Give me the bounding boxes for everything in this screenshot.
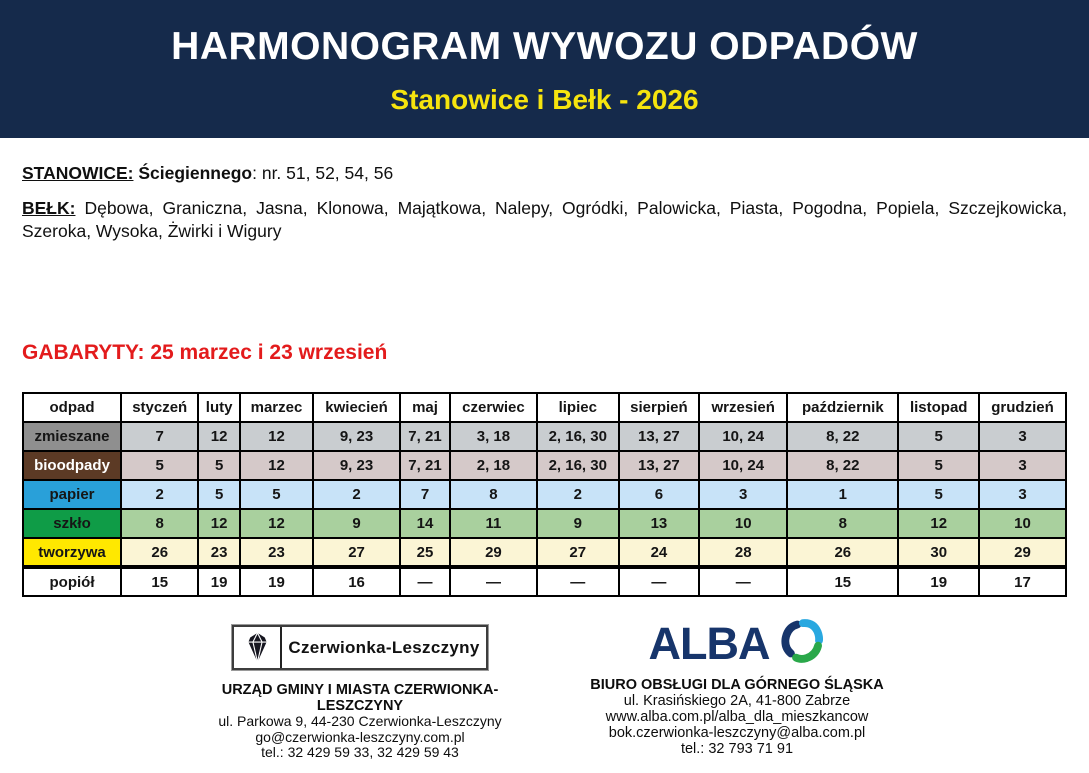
page-subtitle: Stanowice i Bełk - 2026 <box>390 84 699 115</box>
schedule-cell: 7 <box>400 480 450 509</box>
schedule-cell: — <box>450 567 537 596</box>
schedule-cell: 19 <box>240 567 313 596</box>
schedule-cell: 2 <box>121 480 198 509</box>
schedule-table-body <box>23 422 1066 596</box>
alba-office-name: BIURO OBSŁUGI DLA GÓRNEGO ŚLĄSKA <box>590 677 884 693</box>
column-header-month: czerwiec <box>450 393 537 422</box>
alba-logo-text: ALBA <box>648 618 770 669</box>
stanowice-address-line <box>22 163 1067 184</box>
schedule-cell: 6 <box>619 480 700 509</box>
schedule-cell: 2 <box>313 480 400 509</box>
header-row <box>23 393 1066 422</box>
column-header-odpad: odpad <box>23 393 121 422</box>
schedule-cell: 29 <box>979 538 1066 567</box>
gmina-address: ul. Parkowa 9, 44-230 Czerwionka-Leszczyny <box>218 713 502 729</box>
gmina-logo-text: Czerwionka-Leszczyny <box>288 637 480 657</box>
schedule-cell: 17 <box>979 567 1066 596</box>
schedule-cell: 9 <box>313 509 400 538</box>
alba-contact-lines <box>570 677 904 757</box>
belk-label: BEŁK: <box>22 198 76 218</box>
page-title: HARMONOGRAM WYWOZU ODPADÓW <box>171 25 918 68</box>
row-label-szklo: szkło <box>23 509 121 538</box>
schedule-cell: 5 <box>898 422 979 451</box>
schedule-cell: 24 <box>619 538 700 567</box>
schedule-cell: 9, 23 <box>313 451 400 480</box>
schedule-cell: 1 <box>787 480 898 509</box>
schedule-cell: 15 <box>787 567 898 596</box>
schedule-cell: 23 <box>240 538 313 567</box>
banner <box>0 0 1089 138</box>
schedule-cell: 12 <box>240 422 313 451</box>
schedule-row-szklo <box>23 509 1066 538</box>
schedule-cell: 13, 27 <box>619 422 700 451</box>
schedule-cell: 14 <box>400 509 450 538</box>
schedule-cell: 7, 21 <box>400 451 450 480</box>
row-label-popiol: popiół <box>23 567 121 596</box>
column-header-month: maj <box>400 393 450 422</box>
alba-mark-icon <box>779 619 825 670</box>
belk-address-line <box>22 197 1067 243</box>
schedule-cell: 7 <box>121 422 198 451</box>
column-header-month: marzec <box>240 393 313 422</box>
schedule-cell: 15 <box>121 567 198 596</box>
stanowice-label: STANOWICE: <box>22 163 134 183</box>
alba-website: www.alba.com.pl/alba_dla_mieszkancow <box>605 709 869 725</box>
schedule-cell: — <box>537 567 619 596</box>
gabaryty-note: GABARYTY: 25 marzec i 23 wrzesień <box>22 341 388 364</box>
schedule-cell: 8 <box>450 480 537 509</box>
schedule-cell: 3 <box>979 422 1066 451</box>
schedule-cell: 12 <box>240 451 313 480</box>
column-header-month: wrzesień <box>699 393 787 422</box>
schedule-row-zmieszane <box>23 422 1066 451</box>
belk-streets: Dębowa, Graniczna, Jasna, Klonowa, Majątkowa, Nalepy, Ogródki, Palowicka, Piasta, Pogodna, Popiela, Szczejkowicka, Szeroka, Wysoka, Żwirki i Wigury <box>22 198 1067 241</box>
schedule-cell: 9 <box>537 509 619 538</box>
schedule-table-header <box>23 393 1066 422</box>
schedule-cell: 5 <box>121 451 198 480</box>
schedule-cell: 27 <box>537 538 619 567</box>
schedule-cell: 19 <box>898 567 979 596</box>
schedule-cell: 3, 18 <box>450 422 537 451</box>
schedule-cell: 8 <box>787 509 898 538</box>
schedule-cell: 8, 22 <box>787 451 898 480</box>
schedule-cell: 5 <box>898 451 979 480</box>
schedule-cell: 28 <box>699 538 787 567</box>
schedule-cell: 29 <box>450 538 537 567</box>
schedule-cell: 13 <box>619 509 700 538</box>
schedule-cell: 19 <box>198 567 239 596</box>
schedule-cell: 16 <box>313 567 400 596</box>
schedule-cell: 30 <box>898 538 979 567</box>
gmina-contact-lines <box>200 683 520 761</box>
alba-logo <box>570 618 904 670</box>
addresses-section <box>22 163 1067 243</box>
schedule-cell: 10 <box>979 509 1066 538</box>
gmina-phone: tel.: 32 429 59 33, 32 429 59 43 <box>261 744 459 760</box>
schedule-cell: 2 <box>537 480 619 509</box>
schedule-cell: 9, 23 <box>313 422 400 451</box>
schedule-row-tworzywa <box>23 538 1066 567</box>
schedule-cell: 3 <box>979 451 1066 480</box>
schedule-cell: 5 <box>240 480 313 509</box>
schedule-cell: 5 <box>898 480 979 509</box>
schedule-cell: 12 <box>198 422 239 451</box>
alba-phone: tel.: 32 793 71 91 <box>680 741 794 757</box>
schedule-cell: 12 <box>198 509 239 538</box>
stanowice-numbers: : nr. 51, 52, 54, 56 <box>252 163 394 183</box>
schedule-cell: 3 <box>979 480 1066 509</box>
schedule-cell: 26 <box>121 538 198 567</box>
schedule-cell: 2, 18 <box>450 451 537 480</box>
schedule-cell: 8, 22 <box>787 422 898 451</box>
schedule-cell: 27 <box>313 538 400 567</box>
column-header-month: luty <box>198 393 239 422</box>
schedule-cell: 10, 24 <box>699 422 787 451</box>
alba-address: ul. Krasińskiego 2A, 41-800 Zabrze <box>623 693 851 709</box>
schedule-cell: 10, 24 <box>699 451 787 480</box>
schedule-cell: 11 <box>450 509 537 538</box>
alba-contact-block <box>570 618 904 757</box>
column-header-month: lipiec <box>537 393 619 422</box>
stanowice-street: Ściegiennego <box>133 163 253 183</box>
schedule-cell: 3 <box>699 480 787 509</box>
row-label-bioodpady: bioodpady <box>23 451 121 480</box>
schedule-cell: 7, 21 <box>400 422 450 451</box>
row-label-zmieszane: zmieszane <box>23 422 121 451</box>
schedule-cell: 8 <box>121 509 198 538</box>
column-header-month: kwiecień <box>313 393 400 422</box>
schedule-cell: 10 <box>699 509 787 538</box>
column-header-month: grudzień <box>979 393 1066 422</box>
schedule-row-papier <box>23 480 1066 509</box>
schedule-cell: 12 <box>240 509 313 538</box>
schedule-cell: 12 <box>898 509 979 538</box>
row-label-tworzywa: tworzywa <box>23 538 121 567</box>
column-header-month: listopad <box>898 393 979 422</box>
schedule-cell: 2, 16, 30 <box>537 451 619 480</box>
schedule-cell: 26 <box>787 538 898 567</box>
gmina-office-name: URZĄD GMINY I MIASTA CZERWIONKA-LESZCZYNY <box>221 682 499 714</box>
column-header-month: październik <box>787 393 898 422</box>
schedule-cell: — <box>619 567 700 596</box>
gmina-contact-block <box>200 625 520 761</box>
schedule-cell: — <box>400 567 450 596</box>
gmina-email: go@czerwionka-leszczyny.com.pl <box>255 728 465 745</box>
row-label-papier: papier <box>23 480 121 509</box>
schedule-cell: 5 <box>198 451 239 480</box>
column-header-month: styczeń <box>121 393 198 422</box>
schedule-row-popiol <box>23 567 1066 596</box>
diamond-icon <box>234 627 282 668</box>
schedule-cell: — <box>699 567 787 596</box>
schedule-cell: 13, 27 <box>619 451 700 480</box>
schedule-cell: 23 <box>198 538 239 567</box>
column-header-month: sierpień <box>619 393 700 422</box>
schedule-cell: 5 <box>198 480 239 509</box>
schedule-cell: 2, 16, 30 <box>537 422 619 451</box>
alba-email: bok.czerwionka-leszczyny@alba.com.pl <box>608 725 866 741</box>
schedule-row-bioodpady <box>23 451 1066 480</box>
gmina-logo <box>232 625 488 670</box>
schedule-table <box>22 392 1067 597</box>
schedule-cell: 25 <box>400 538 450 567</box>
